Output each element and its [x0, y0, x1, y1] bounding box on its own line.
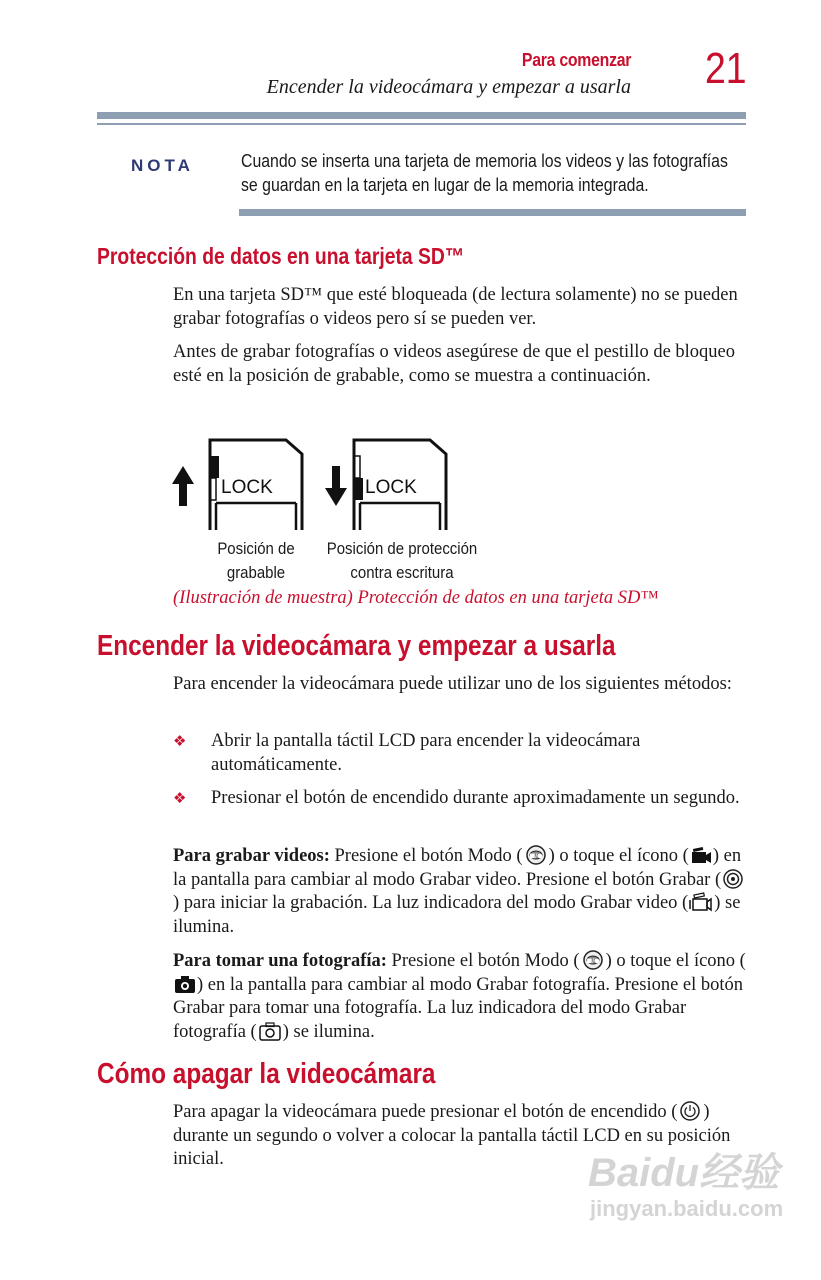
note-label: NOTA: [131, 156, 194, 175]
text-run: Para apagar la videocámara puede presionar el botón de encendido (: [173, 1102, 678, 1122]
sd-card-lock-label-right: LOCK: [365, 477, 417, 498]
caption-writable-line2: grabable: [226, 563, 286, 582]
svg-text:■/●: ■/●: [529, 852, 543, 860]
heading-sd-protection: Protección de datos en una tarjeta SD™: [97, 243, 465, 269]
text-run: ) se ilumina.: [282, 1021, 375, 1042]
arrow-up-icon: [172, 466, 194, 506]
caption-protected-line2: contra escritura: [350, 563, 454, 582]
text-run: ) o toque el ícono (: [548, 846, 689, 866]
note-bottom-rule: [239, 209, 746, 216]
take-photo-label: Para tomar una fotografía:: [173, 951, 387, 971]
figure-caption: (Ilustración de muestra) Protección de datos en una tarjeta SD™: [173, 588, 659, 608]
caption-protected-line1: Posición de protección: [326, 539, 478, 558]
bullet-text: Presionar el botón de encendido durante aproximadamente un segundo.: [211, 788, 740, 808]
record-button-icon: [722, 869, 744, 889]
note-top-rule: [97, 112, 746, 119]
camera-icon: [174, 974, 196, 994]
note-top-rule-thin: [97, 123, 746, 125]
running-header-subsection: Encender la videocámara y empezar a usarla: [266, 76, 631, 98]
sd-card-lock-label-left: LOCK: [221, 477, 273, 498]
running-header-section: Para comenzar: [521, 50, 631, 70]
mode-button-icon: [581, 950, 605, 970]
svg-text:■/●: ■/●: [586, 957, 600, 965]
sd-card-writable: [210, 440, 302, 530]
text-run: Presione el botón Modo (: [329, 846, 523, 866]
record-video-label: Para grabar videos:: [173, 846, 330, 866]
caption-writable-line1: Posición de: [217, 539, 295, 558]
text-run: Presione el botón Modo (: [386, 951, 580, 971]
sd-paragraph-1: En una tarjeta SD™ que esté bloqueada (de lectura solamente) no se pueden grabar fotografías o videos pero sí se pueden ver.: [173, 285, 738, 329]
text-run: ) se ilumina.: [173, 893, 741, 937]
take-photo-paragraph: [173, 950, 748, 1044]
text-run: ) en la pantalla para cambiar al modo Grabar video. Presione el botón Grabar (: [173, 846, 742, 890]
watermark: [588, 1150, 783, 1222]
record-video-paragraph: [173, 845, 748, 939]
text-run: ) durante un segundo o volver a colocar la pantalla táctil LCD en su posición inicial.: [173, 1102, 731, 1169]
list-item: [173, 730, 748, 777]
text-run: ) en la pantalla para cambiar al modo Grabar fotografía. Presione el botón Grabar para tomar una fotografía. La luz indicadora del modo Grabar fotografía (: [173, 974, 744, 1042]
watermark-url: jingyan.baidu.com: [590, 1196, 784, 1221]
heading-turn-on: Encender la videocámara y empezar a usarla: [97, 630, 616, 662]
photo-mode-light-icon: [258, 1021, 282, 1041]
power-button-icon: [678, 1101, 702, 1121]
text-run: ) o toque el ícono (: [605, 951, 746, 971]
turn-on-intro: Para encender la videocámara puede utilizar uno de los siguientes métodos:: [173, 674, 732, 694]
diamond-bullet-icon: ❖: [173, 732, 187, 750]
caption-writable: [203, 537, 309, 585]
video-mode-light-icon: [689, 892, 713, 912]
note-text: Cuando se inserta una tarjeta de memoria los videos y las fotografías se guardan en la tarjeta en lugar de la memoria integrada.: [241, 151, 728, 195]
mode-button-icon: [524, 845, 548, 865]
diamond-bullet-icon: ❖: [173, 789, 187, 807]
sd-lock-illustration: [168, 436, 498, 534]
sd-paragraph-2: Antes de grabar fotografías o videos asegúrese de que el pestillo de bloqueo esté en la posición de grabable, como se muestra a continuación.: [173, 342, 736, 386]
arrow-down-icon: [325, 466, 347, 506]
caption-protected: [323, 537, 481, 585]
watermark-brand: Baidu经验: [588, 1151, 780, 1195]
text-run: ) para iniciar la grabación. La luz indicadora del modo Grabar video (: [173, 893, 689, 913]
list-item: [173, 787, 748, 811]
sd-card-locked: [354, 440, 446, 530]
bullet-text: Abrir la pantalla táctil LCD para encender la videocámara automáticamente.: [211, 731, 641, 775]
video-mode-icon: [690, 845, 712, 865]
page-number: 21: [705, 44, 747, 93]
heading-turn-off: Cómo apagar la videocámara: [97, 1058, 436, 1090]
